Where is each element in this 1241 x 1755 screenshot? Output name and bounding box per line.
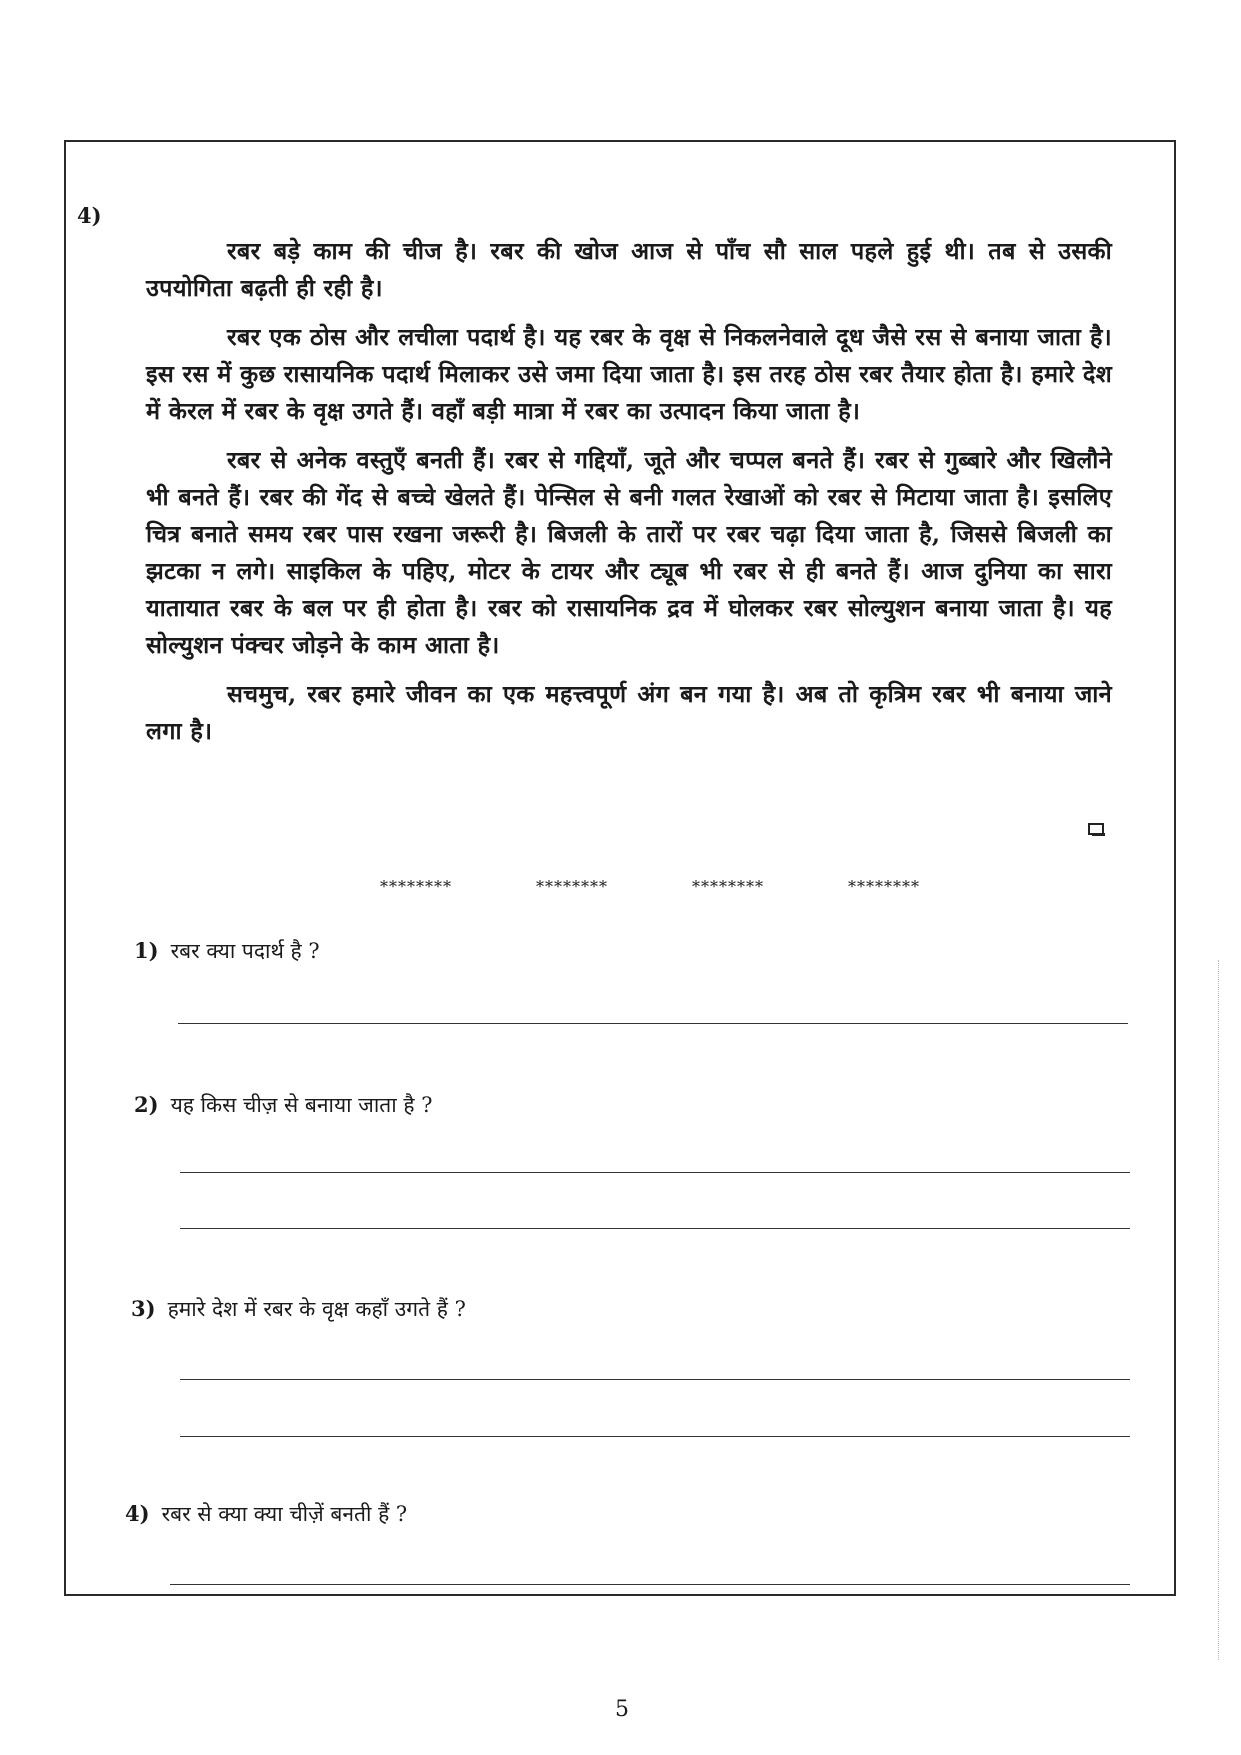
passage-paragraph-3: रबर से अनेक वस्तुएँ बनती हैं। रबर से गद्दियाँ, जूते और चप्पल बनते हैं। रबर से गुब्बारे और खिलौने भी बनते हैं। रबर की गेंद से बच्चे खेलते हैं। पेन्सिल से बनी गलत रेखाओं को रबर से मिटाया जाता है। इसलिए चित्र बनाते समय रबर पास रखना जरूरी है। बिजली के तारों पर रबर चढ़ा दिया जाता है, जिससे बिजली का झटका न लगे। साइकिल के पहिए, मोटर के टायर और ट्यूब भी रबर से ही बनते हैं। आज दुनिया का सारा यातायात रबर के बल पर ही होता है। रबर को रासायनिक द्रव में घोलकर रबर सोल्युशन बनाया जाता है। यह सोल्युशन पंक्चर जोड़ने के काम आता है। (146, 446, 1112, 659)
divider-stars: ******** (692, 877, 764, 896)
question-3 (131, 1295, 466, 1323)
passage-paragraph-4: सचमुच, रबर हमारे जीवन का एक महत्त्वपूर्ण अंग बन गया है। अब तो कृत्रिम रबर भी बनाया जाने लगा है। (146, 680, 1112, 745)
reading-passage (146, 233, 1112, 762)
passage-paragraph-1: रबर बड़े काम की चीज है। रबर की खोज आज से पाँच सौ साल पहले हुई थी। तब से उसकी उपयोगिता बढ़ती ही रही है। (146, 237, 1112, 302)
question-number: 3) (131, 1296, 156, 1321)
section-number: 4) (77, 203, 102, 228)
answer-line[interactable] (180, 1228, 1130, 1229)
question-text: यह किस चीज़ से बनाया जाता है ? (170, 1093, 433, 1117)
question-2 (134, 1091, 432, 1119)
question-number: 1) (134, 938, 159, 963)
divider-stars: ******** (536, 877, 608, 896)
end-of-passage-icon (1088, 823, 1106, 837)
answer-line[interactable] (178, 1023, 1128, 1024)
divider-stars: ******** (380, 877, 452, 896)
divider-stars: ******** (848, 877, 920, 896)
question-text: रबर क्या पदार्थ है ? (170, 939, 320, 963)
question-number: 2) (134, 1092, 159, 1117)
question-text: रबर से क्या क्या चीज़ें बनती हैं ? (161, 1502, 408, 1526)
question-4 (125, 1500, 407, 1528)
section-divider (380, 877, 920, 896)
scan-edge-dots (1218, 960, 1219, 1660)
answer-line[interactable] (180, 1379, 1130, 1380)
answer-line[interactable] (170, 1584, 1130, 1585)
question-text: हमारे देश में रबर के वृक्ष कहाँ उगते हैं ? (167, 1297, 466, 1321)
answer-line[interactable] (180, 1172, 1130, 1173)
passage-paragraph-2: रबर एक ठोस और लचीला पदार्थ है। यह रबर के वृक्ष से निकलनेवाले दूध जैसे रस से बनाया जाता है। इस रस में कुछ रासायनिक पदार्थ मिलाकर उसे जमा दिया जाता है। इस तरह ठोस रबर तैयार होता है। हमारे देश में केरल में रबर के वृक्ष उगते हैं। वहाँ बड़ी मात्रा में रबर का उत्पादन किया जाता है। (146, 323, 1112, 425)
question-1 (134, 937, 320, 965)
page-number: 5 (615, 1697, 629, 1722)
question-number: 4) (125, 1501, 150, 1526)
answer-line[interactable] (180, 1436, 1130, 1437)
